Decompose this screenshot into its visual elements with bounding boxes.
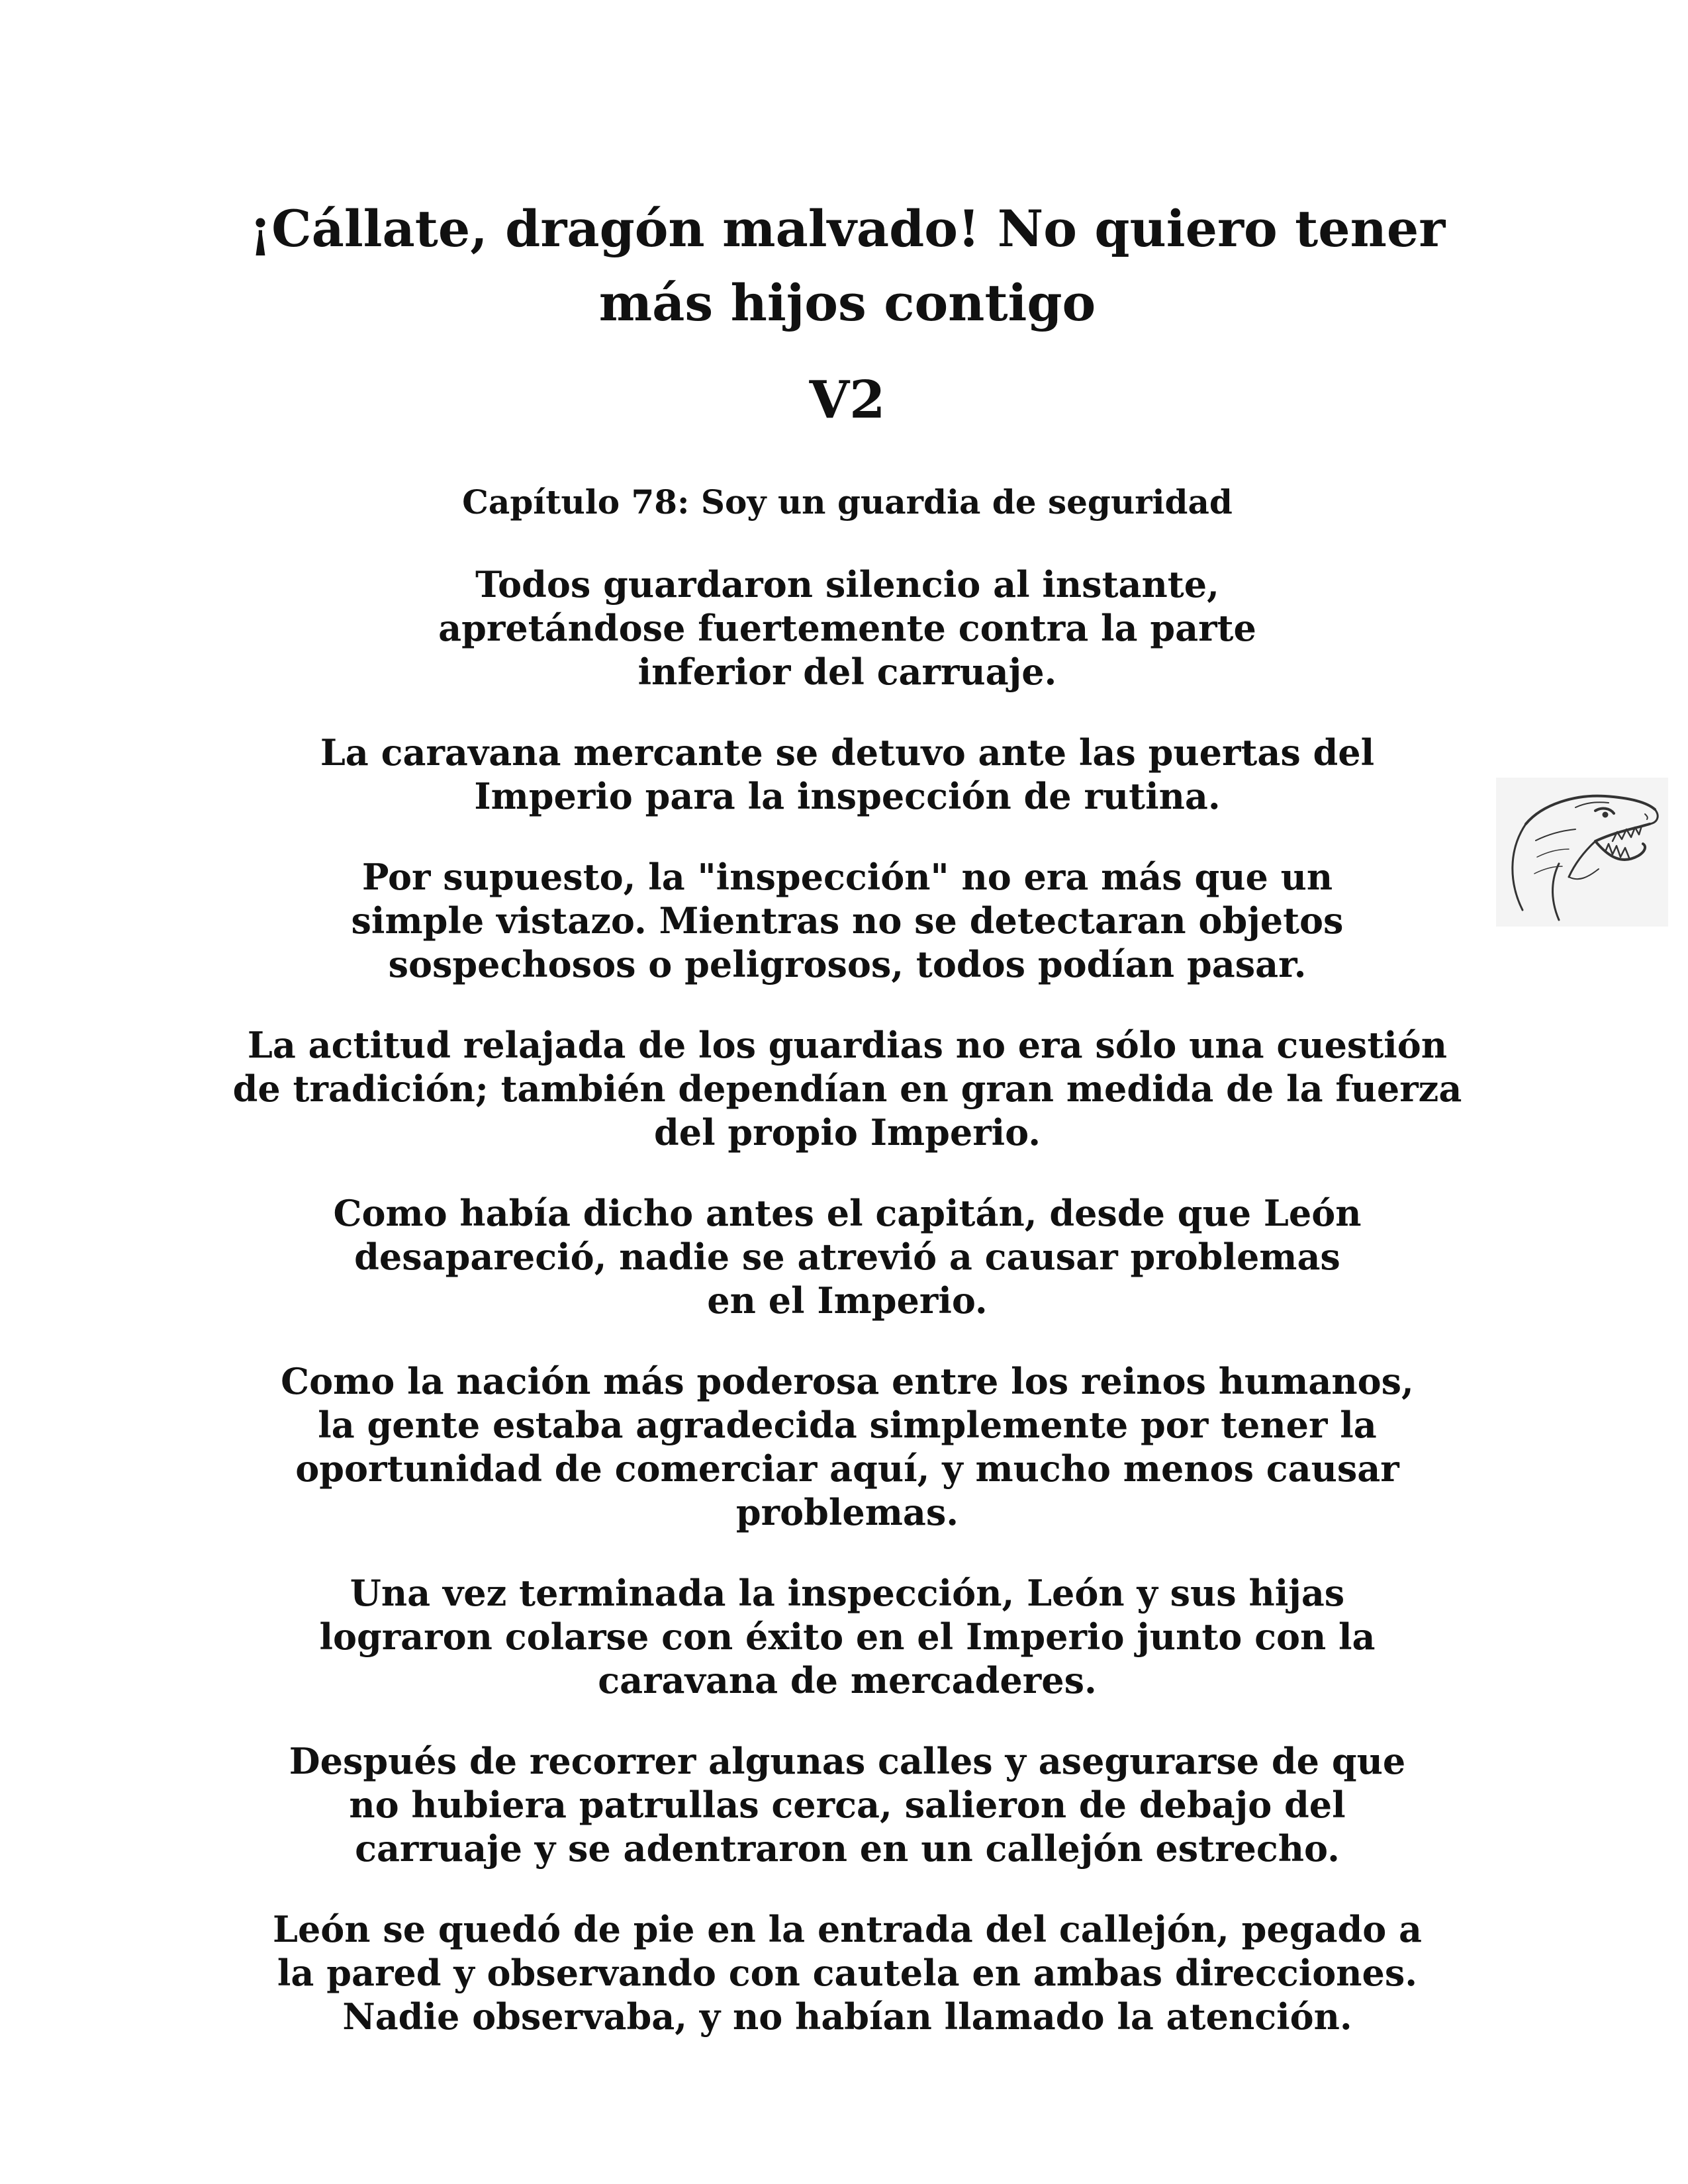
paragraph: Como había dicho antes el capitán, desde que León desapareció, nadie se atrevió a causar problemas en el Imperio. [333,1192,1362,1322]
volume-label: V2 [809,370,886,430]
paragraph: La caravana mercante se detuvo ante las puertas del Imperio para la inspección de rutina. [320,731,1375,817]
paragraph: Como la nación más poderosa entre los reinos humanos, la gente estaba agradecida simplemente por tener la oportunidad de comerciar aquí, y mucho menos causar problemas. [281,1360,1414,1533]
paragraph: La actitud relajada de los guardias no era sólo una cuestión de tradición; también dependían en gran medida de la fuerza del propio Imperio. [232,1024,1462,1154]
dragon-head-sketch-icon [1496,778,1668,927]
paragraph: León se quedó de pie en la entrada del callejón, pegado a la pared y observando con cautela en ambas direcciones. Nadie observaba, y no habían llamado la atención. [272,1908,1423,2038]
document-title: ¡Cállate, dragón malvado! No quiero tener más hijos contigo [249,199,1446,332]
paragraph: Una vez terminada la inspección, León y sus hijas lograron colarse con éxito en el Imperio junto con la caravana de mercaderes. [319,1572,1376,1702]
paragraph: Todos guardaron silencio al instante, apretándose fuertemente contra la parte inferior del carruaje. [438,563,1256,693]
paragraph: Por supuesto, la "inspección" no era más que un simple vistazo. Mientras no se detectaran objetos sospechosos o peligrosos, todos podían pasar. [351,856,1344,985]
chapter-heading: Capítulo 78: Soy un guardia de seguridad [462,482,1233,522]
paragraph: Después de recorrer algunas calles y asegurarse de que no hubiera patrullas cerca, salieron de debajo del carruaje y se adentraron en un callejón estrecho. [289,1740,1406,1870]
document-body [225,192,1470,2038]
